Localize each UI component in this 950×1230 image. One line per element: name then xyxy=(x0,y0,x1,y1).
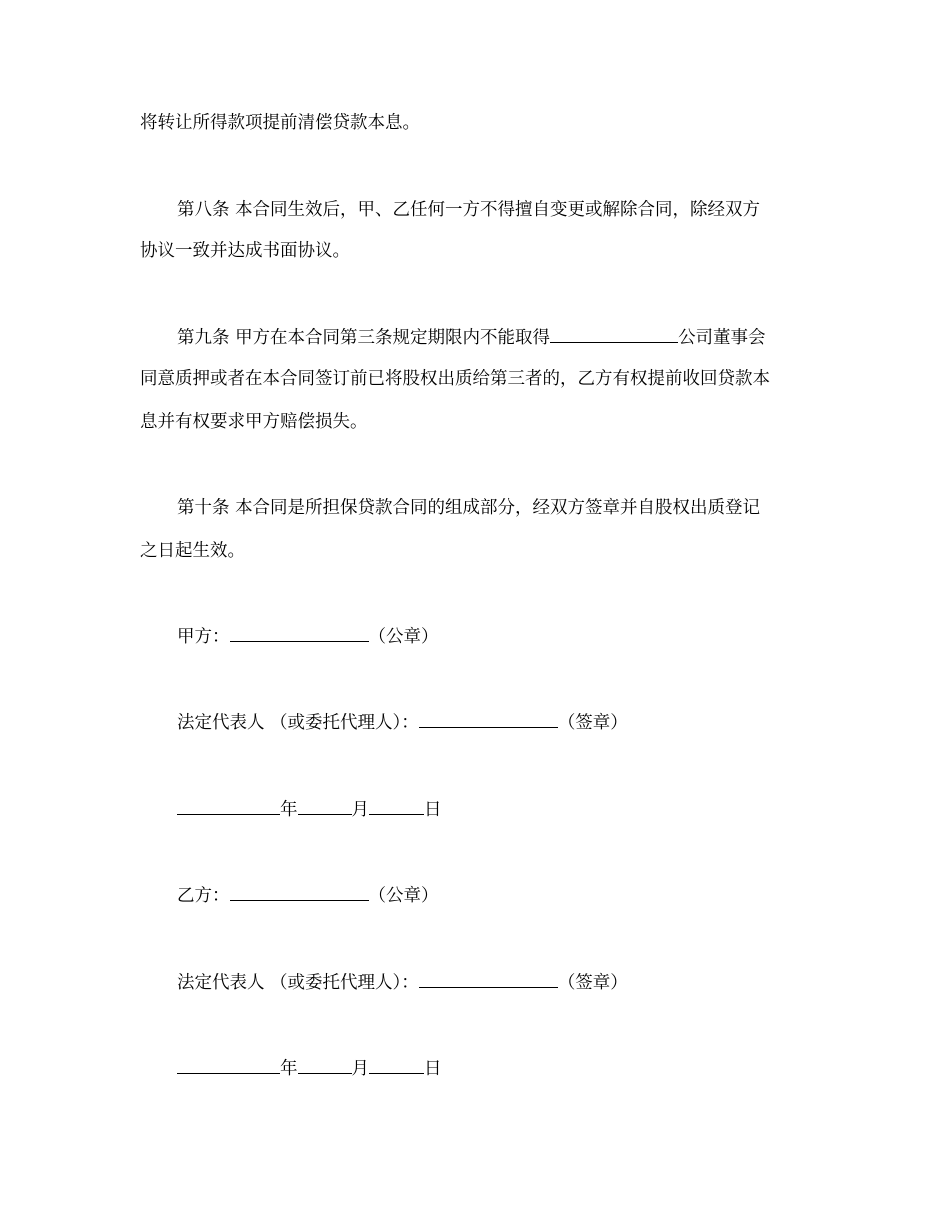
party-b-rep-seal: （签章） xyxy=(557,973,628,993)
party-b-rep-blank[interactable] xyxy=(419,972,558,988)
party-a-year-blank[interactable] xyxy=(177,799,280,815)
party-b-seal: （公章） xyxy=(368,886,439,906)
party-a-day-label: 日 xyxy=(424,800,442,820)
article-10-line-2: 之日起生效。 xyxy=(140,541,245,561)
party-b-rep-line xyxy=(177,972,857,993)
party-a-day-blank[interactable] xyxy=(369,799,424,815)
party-b-line xyxy=(177,885,857,906)
party-a-label: 甲方： xyxy=(177,627,230,647)
article-9-text-after: 公司董事会 xyxy=(678,328,766,348)
party-a-name-blank[interactable] xyxy=(230,626,369,642)
party-a-month-label: 月 xyxy=(351,800,369,820)
article-10-line-1: 第十条 本合同是所担保贷款合同的组成部分，经双方签章并自股权出质登记 xyxy=(177,498,761,518)
party-b-name-blank[interactable] xyxy=(230,885,369,901)
party-a-date-line xyxy=(177,799,857,820)
party-b-year-label: 年 xyxy=(280,1059,298,1079)
article-9-text-before: 第九条 甲方在本合同第三条规定期限内不能取得 xyxy=(177,328,551,348)
paragraph-line: 将转让所得款项提前清偿贷款本息。 xyxy=(140,113,420,133)
party-b-month-label: 月 xyxy=(351,1059,369,1079)
article-9-line-1 xyxy=(177,327,857,348)
article-8-line-1: 第八条 本合同生效后，甲、乙任何一方不得擅自变更或解除合同，除经双方 xyxy=(177,200,761,220)
party-a-seal: （公章） xyxy=(368,627,439,647)
party-a-year-label: 年 xyxy=(280,800,298,820)
company-name-blank[interactable] xyxy=(550,327,678,343)
party-b-date-line xyxy=(177,1058,857,1079)
party-a-rep-blank[interactable] xyxy=(419,712,558,728)
party-b-day-label: 日 xyxy=(424,1059,442,1079)
article-9-line-2: 同意质押或者在本合同签订前已将股权出质给第三者的，乙方有权提前收回贷款本 xyxy=(140,369,770,389)
party-b-day-blank[interactable] xyxy=(369,1058,424,1074)
party-a-month-blank[interactable] xyxy=(298,799,352,815)
party-a-rep-seal: （签章） xyxy=(557,713,628,733)
party-b-year-blank[interactable] xyxy=(177,1058,280,1074)
party-b-rep-label: 法定代表人 （或委托代理人）： xyxy=(177,973,419,993)
party-a-rep-line xyxy=(177,712,857,733)
party-b-label: 乙方： xyxy=(177,886,230,906)
article-8-line-2: 协议一致并达成书面协议。 xyxy=(140,241,350,261)
article-9-line-3: 息并有权要求甲方赔偿损失。 xyxy=(140,412,368,432)
party-a-rep-label: 法定代表人 （或委托代理人）： xyxy=(177,713,419,733)
party-a-line xyxy=(177,626,857,647)
party-b-month-blank[interactable] xyxy=(298,1058,352,1074)
